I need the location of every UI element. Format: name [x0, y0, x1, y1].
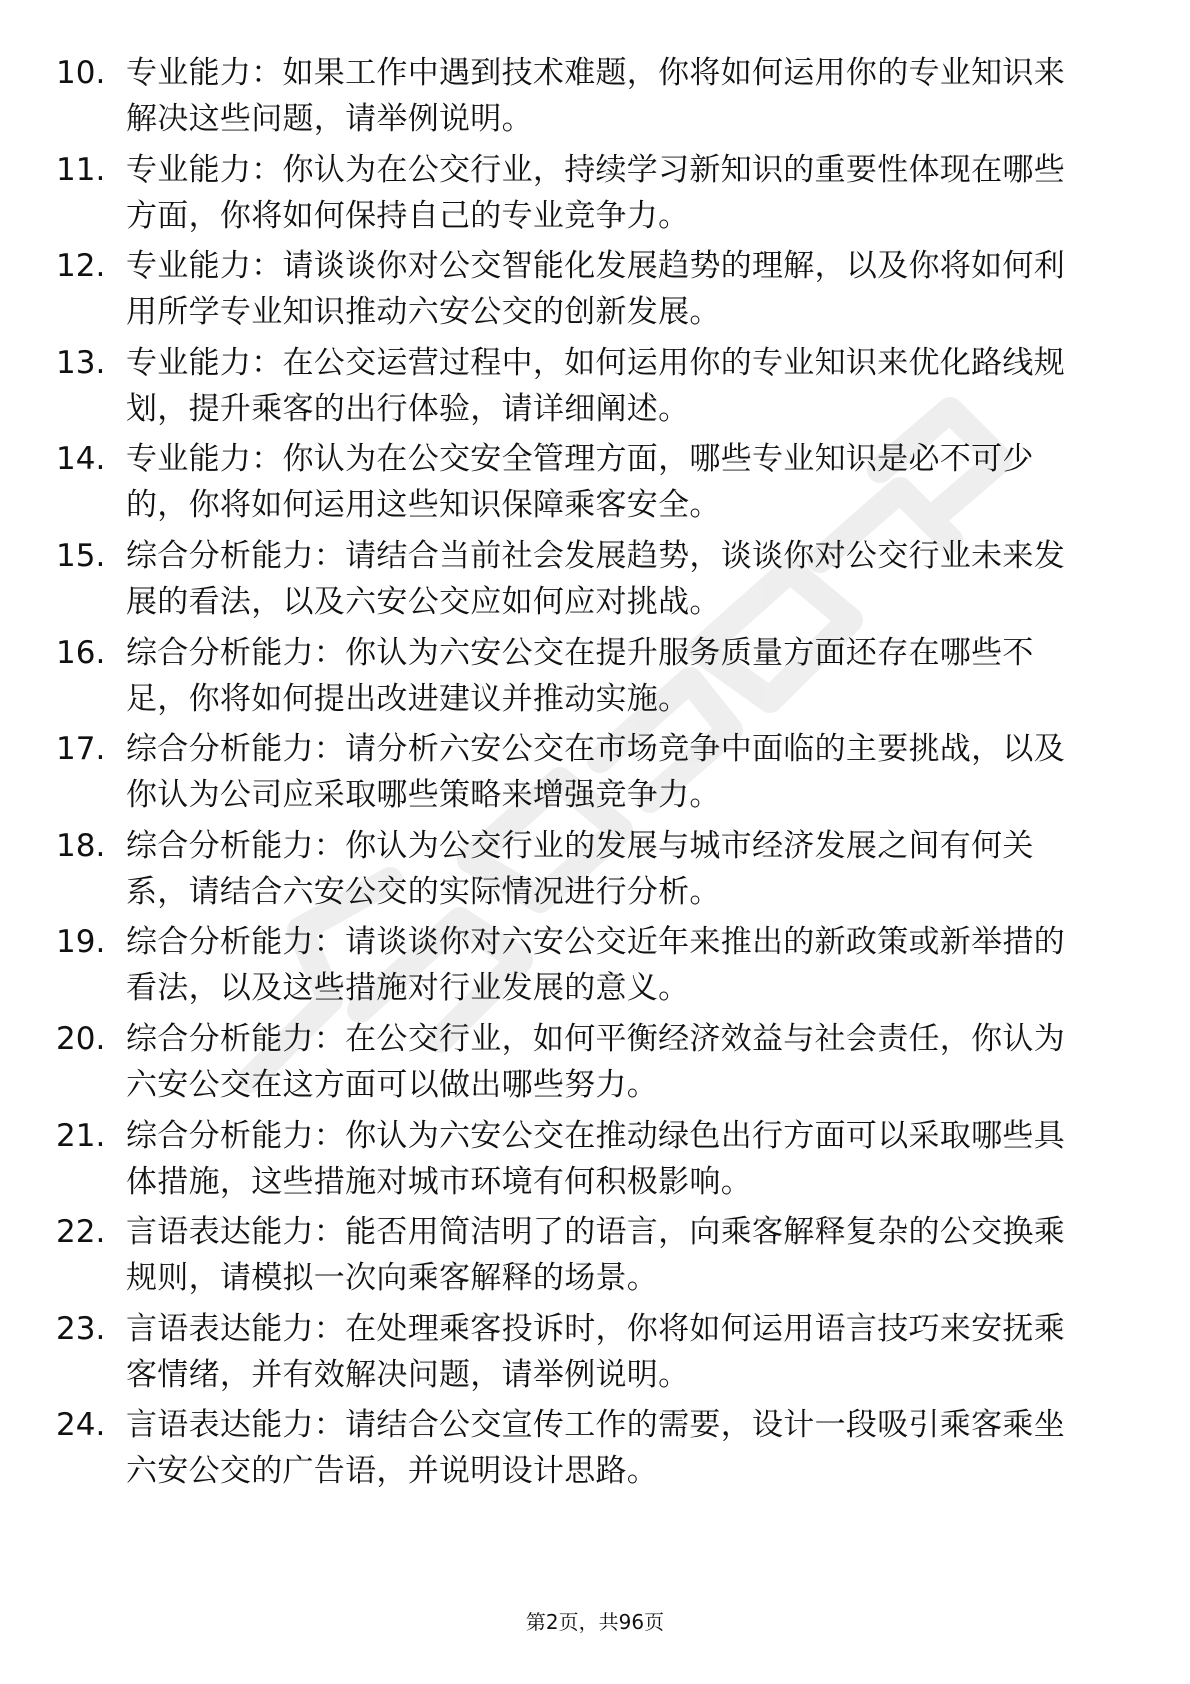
question-item — [56, 919, 1106, 1016]
question-item — [56, 243, 1106, 340]
question-item — [56, 823, 1106, 920]
question-item — [56, 1113, 1106, 1210]
question-text: 专业能力：在公交运营过程中，如何运用你的专业知识来优化路线规划，提升乘客的出行体验，请详细阐述。 — [126, 344, 1065, 427]
question-text: 综合分析能力：请谈谈你对六安公交近年来推出的新政策或新举措的看法，以及这些措施对行业发展的意义。 — [126, 924, 1065, 1007]
question-number: 11. — [56, 151, 106, 188]
question-text: 综合分析能力：你认为公交行业的发展与城市经济发展之间有何关系，请结合六安公交的实际情况进行分析。 — [126, 827, 1034, 910]
question-text: 专业能力：你认为在公交安全管理方面，哪些专业知识是必不可少的，你将如何运用这些知识保障乘客安全。 — [126, 441, 1034, 524]
question-number: 17. — [56, 731, 106, 768]
question-item — [56, 533, 1106, 630]
question-number: 21. — [56, 1117, 106, 1154]
question-item — [56, 630, 1106, 727]
question-list — [56, 50, 1106, 1499]
question-number: 16. — [56, 634, 106, 671]
question-text: 综合分析能力：在公交行业，如何平衡经济效益与社会责任，你认为六安公交在这方面可以做出哪些努力。 — [126, 1020, 1065, 1103]
page-number-footer: 第2页，共96页 — [525, 1610, 665, 1634]
question-text: 综合分析能力：你认为六安公交在推动绿色出行方面可以采取哪些具体措施，这些措施对城市环境有何积极影响。 — [126, 1117, 1065, 1200]
question-number: 14. — [56, 441, 106, 478]
question-text: 言语表达能力：在处理乘客投诉时，你将如何运用语言技巧来安抚乘客情绪，并有效解决问题，请举例说明。 — [126, 1310, 1065, 1393]
question-item — [56, 147, 1106, 244]
question-number: 19. — [56, 924, 106, 961]
question-item — [56, 50, 1106, 147]
question-text: 综合分析能力：请结合当前社会发展趋势，谈谈你对公交行业未来发展的看法，以及六安公交应如何应对挑战。 — [126, 537, 1065, 620]
question-number: 10. — [56, 55, 106, 91]
question-item — [56, 340, 1106, 437]
question-number: 15. — [56, 537, 106, 574]
question-text: 言语表达能力：能否用简洁明了的语言，向乘客解释复杂的公交换乘规则，请模拟一次向乘客解释的场景。 — [126, 1214, 1065, 1297]
question-number: 12. — [56, 248, 106, 285]
question-number: 23. — [56, 1310, 106, 1347]
question-number: 24. — [56, 1407, 106, 1444]
question-number: 18. — [56, 827, 106, 864]
question-text: 专业能力：你认为在公交行业，持续学习新知识的重要性体现在哪些方面，你将如何保持自己的专业竞争力。 — [126, 151, 1065, 234]
question-number: 13. — [56, 344, 106, 381]
question-text: 综合分析能力：你认为六安公交在提升服务质量方面还存在哪些不足，你将如何提出改进建议并推动实施。 — [126, 634, 1034, 717]
question-item — [56, 1016, 1106, 1113]
question-item — [56, 1209, 1106, 1306]
question-text: 综合分析能力：请分析六安公交在市场竞争中面临的主要挑战，以及你认为公司应采取哪些策略来增强竞争力。 — [126, 731, 1065, 814]
question-text: 专业能力：如果工作中遇到技术难题，你将如何运用你的专业知识来解决这些问题，请举例说明。 — [126, 55, 1065, 137]
question-item — [56, 1306, 1106, 1403]
question-text: 专业能力：请谈谈你对公交智能化发展趋势的理解，以及你将如何利用所学专业知识推动六安公交的创新发展。 — [126, 248, 1065, 331]
question-number: 22. — [56, 1214, 106, 1251]
question-item — [56, 436, 1106, 533]
question-text: 言语表达能力：请结合公交宣传工作的需要，设计一段吸引乘客乘坐六安公交的广告语，并说明设计思路。 — [126, 1407, 1065, 1490]
question-item — [56, 726, 1106, 823]
question-number: 20. — [56, 1020, 106, 1057]
question-item — [56, 1402, 1106, 1499]
